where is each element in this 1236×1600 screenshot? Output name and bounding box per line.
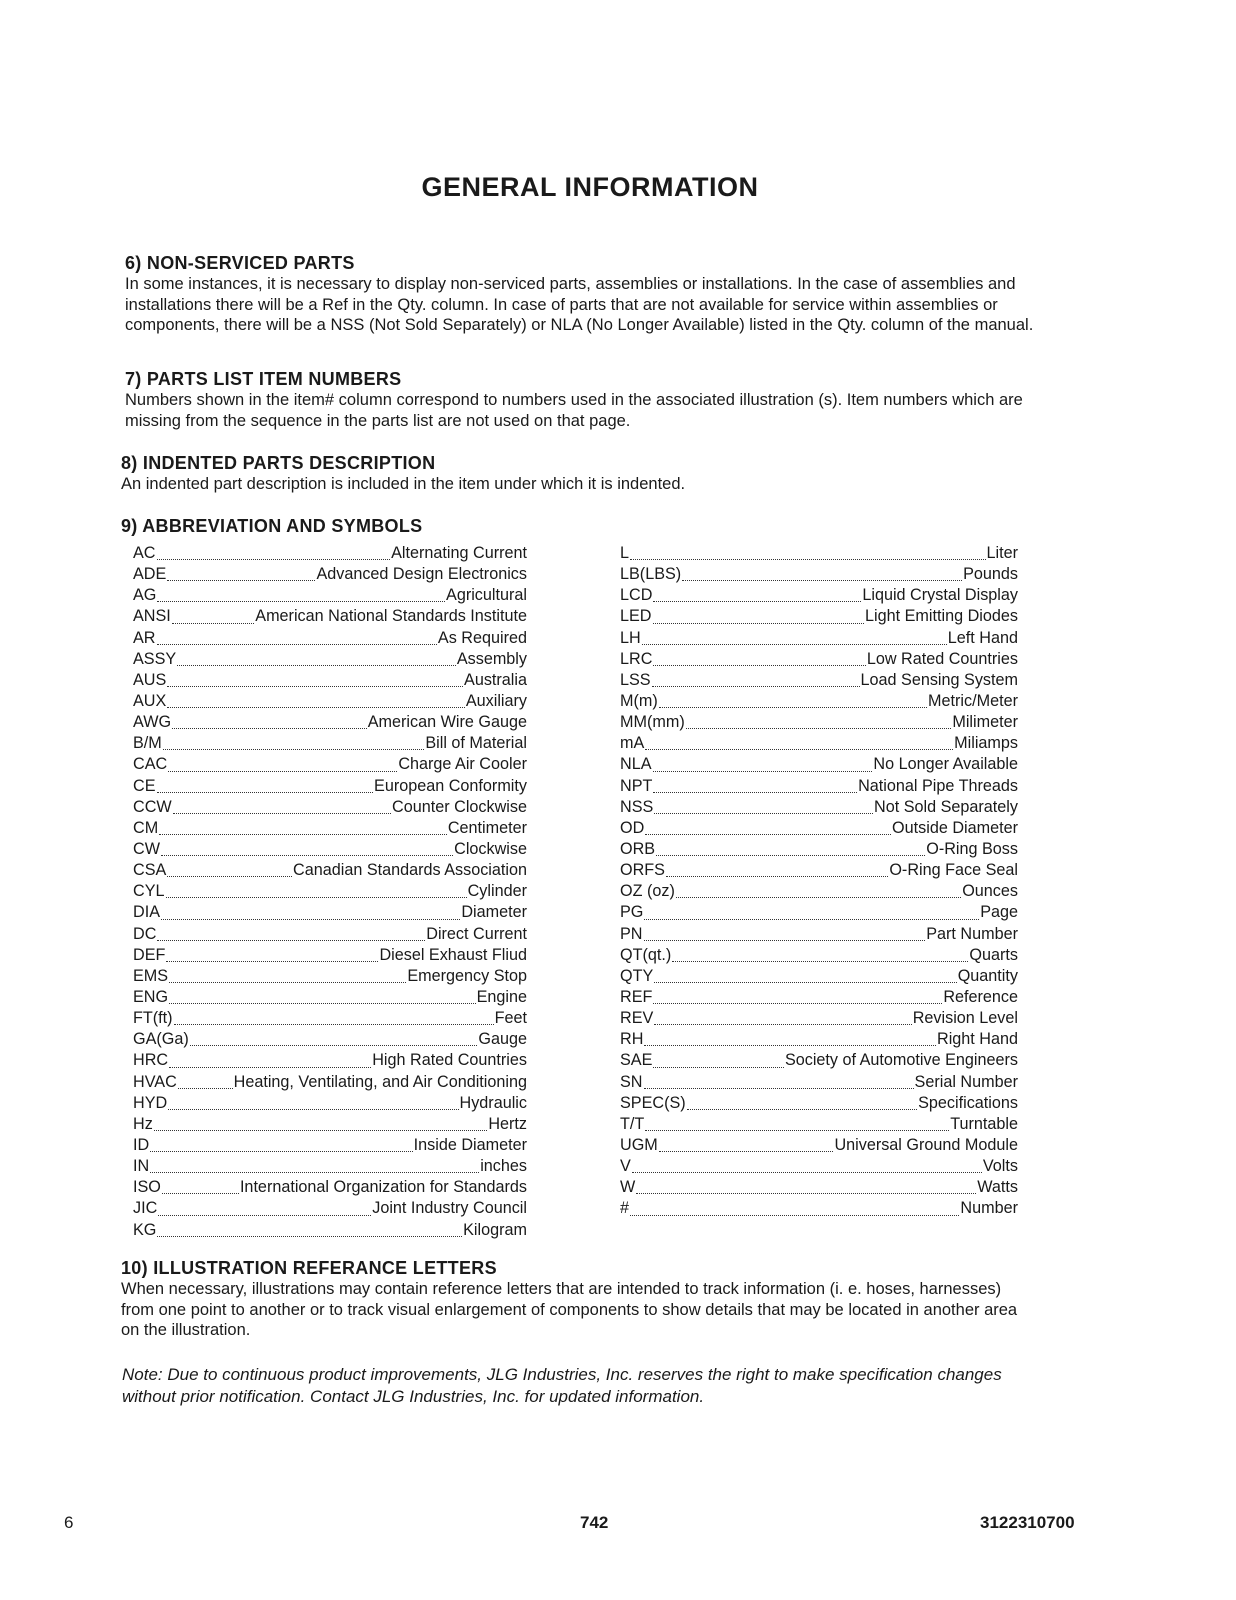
abbreviation-meaning: Not Sold Separately [874, 797, 1018, 816]
dot-leader [686, 728, 952, 729]
section-heading: 9) ABBREVIATION AND SYMBOLS [121, 516, 423, 536]
abbreviation-list-right [620, 544, 1018, 1221]
abbreviation-meaning: Pounds [963, 565, 1018, 584]
abbreviation-key: RH [620, 1030, 644, 1049]
dot-leader [150, 1172, 479, 1173]
abbreviation-key: V [620, 1157, 631, 1176]
abbreviation-meaning: Charge Air Cooler [398, 755, 527, 774]
abbreviation-key: AUS [133, 670, 167, 689]
abbreviation-meaning: Cylinder [467, 882, 527, 901]
abbreviation-key: CCW [133, 797, 172, 816]
dot-leader [642, 644, 947, 645]
page-title: GENERAL INFORMATION [421, 172, 759, 202]
abbreviation-meaning: Part Number [926, 924, 1018, 943]
abbreviation-row [133, 650, 527, 671]
abbreviation-key: REV [620, 1009, 654, 1028]
abbreviation-key: LH [620, 628, 641, 647]
abbreviation-row [620, 734, 1018, 755]
abbreviation-row [133, 861, 527, 882]
abbreviation-row [620, 1073, 1018, 1094]
dot-leader [676, 897, 961, 898]
dot-leader [157, 601, 445, 602]
abbreviation-key: ID [133, 1135, 150, 1154]
footer-page-number: 742 [580, 1513, 609, 1532]
abbreviation-key: GA(Ga) [133, 1030, 189, 1049]
abbreviation-meaning: European Conformity [374, 776, 527, 795]
abbreviation-row [133, 1051, 527, 1072]
section-illustration-reference-letters [121, 1257, 1031, 1341]
abbreviation-meaning: Kilogram [463, 1220, 527, 1239]
dot-leader [157, 644, 437, 645]
abbreviation-key: IN [133, 1157, 150, 1176]
abbreviation-meaning: Specifications [918, 1093, 1018, 1112]
abbreviation-key: HYD [133, 1093, 168, 1112]
abbreviation-meaning: Clockwise [454, 839, 527, 858]
abbreviation-key: L [620, 544, 630, 562]
abbreviation-meaning: O-Ring Face Seal [889, 861, 1018, 880]
dot-leader [157, 559, 391, 560]
abbreviation-row [620, 1009, 1018, 1030]
abbreviation-row [133, 1094, 527, 1115]
section-body: Numbers shown in the item# column correspond to numbers used in the associated illustration (s). Item numbers which are missing from the sequence in the parts list are not used on that page. [125, 391, 1023, 430]
dot-leader [636, 1193, 976, 1194]
dot-leader [157, 1236, 462, 1237]
footer-manual-number: 3122310700 [980, 1513, 1075, 1532]
abbreviation-meaning: No Longer Available [873, 755, 1018, 774]
dot-leader [653, 623, 865, 624]
abbreviation-row [133, 1178, 527, 1199]
abbreviation-row [133, 1009, 527, 1030]
abbreviation-row [620, 692, 1018, 713]
disclaimer-note: Note: Due to continuous product improvements, JLG Industries, Inc. reserves the right to make specification changes without prior notification. Contact JLG Industries, Inc. for updated information. [122, 1365, 1002, 1406]
dot-leader [169, 1003, 476, 1004]
abbreviation-row [620, 671, 1018, 692]
dot-leader [166, 897, 467, 898]
abbreviation-row [620, 650, 1018, 671]
abbreviation-key: DIA [133, 903, 160, 922]
abbreviation-meaning: As Required [437, 628, 527, 647]
abbreviation-key: Hz [133, 1114, 153, 1133]
abbreviation-row [620, 755, 1018, 776]
abbreviation-key: HRC [133, 1051, 169, 1070]
section-parts-list-item-numbers [125, 368, 1035, 431]
abbreviation-meaning: inches [480, 1157, 527, 1176]
abbreviation-meaning: Society of Automotive Engineers [784, 1051, 1018, 1070]
dot-leader [672, 961, 968, 962]
dot-leader [666, 876, 888, 877]
dot-leader [162, 1193, 239, 1194]
section-body: When necessary, illustrations may contain reference letters that are intended to track information (i. e. hoses, harnesses) from one point to another or to track visual enlargement of components to show details that may be located in another area on the illustration. [121, 1280, 1018, 1339]
section-heading: 6) NON-SERVICED PARTS [125, 253, 355, 273]
abbreviation-meaning: Universal Ground Module [834, 1135, 1018, 1154]
abbreviation-key: W [620, 1178, 636, 1197]
section-heading: 10) ILLUSTRATION REFERANCE LETTERS [121, 1258, 497, 1278]
abbreviation-row [620, 1199, 1018, 1220]
dot-leader [158, 1215, 371, 1216]
abbreviation-row [620, 1136, 1018, 1157]
abbreviation-key: ORFS [620, 861, 665, 880]
abbreviation-row [133, 565, 527, 586]
dot-leader [653, 1067, 784, 1068]
dot-leader [159, 834, 447, 835]
abbreviation-meaning: Revision Level [912, 1009, 1018, 1028]
abbreviation-meaning: Emergency Stop [407, 966, 527, 985]
abbreviation-key: UGM [620, 1135, 658, 1154]
abbreviation-row [620, 1115, 1018, 1136]
abbreviation-meaning: Advanced Design Electronics [316, 565, 527, 584]
abbreviation-key: T/T [620, 1114, 645, 1133]
abbreviation-row [133, 988, 527, 1009]
abbreviation-key: HVAC [133, 1072, 177, 1091]
abbreviation-row [133, 544, 527, 565]
section-body: In some instances, it is necessary to display non-serviced parts, assemblies or installations. In the case of assemblies and installations there will be a Ref in the Qty. column. In case of parts that are not available for service within assemblies or components, there will be a NSS (Not Sold Separately) or NLA (No Longer Available) listed in the Qty. column of the manual. [125, 275, 1034, 334]
abbreviation-meaning: Direct Current [426, 924, 527, 943]
abbreviation-row [133, 1221, 527, 1242]
abbreviation-meaning: Joint Industry Council [372, 1199, 527, 1218]
abbreviation-row [133, 1030, 527, 1051]
abbreviation-row [620, 544, 1018, 565]
abbreviation-key: ASSY [133, 649, 177, 668]
abbreviation-meaning: Auxiliary [465, 691, 527, 710]
section-heading: 8) INDENTED PARTS DESCRIPTION [121, 453, 436, 473]
abbreviation-meaning: Milimeter [952, 713, 1018, 732]
abbreviation-row [620, 798, 1018, 819]
abbreviation-meaning: Quantity [957, 966, 1018, 985]
abbreviation-row [133, 819, 527, 840]
dot-leader [167, 686, 463, 687]
abbreviation-meaning: Hydraulic [459, 1093, 527, 1112]
dot-leader [644, 1088, 914, 1089]
abbreviation-key: AG [133, 586, 157, 605]
abbreviation-row [620, 713, 1018, 734]
abbreviation-meaning: O-Ring Boss [926, 839, 1018, 858]
abbreviation-key: DC [133, 924, 157, 943]
abbreviation-meaning: Gauge [478, 1030, 527, 1049]
abbreviation-row [620, 1094, 1018, 1115]
abbreviation-key: B/M [133, 734, 162, 753]
abbreviation-row [620, 861, 1018, 882]
abbreviation-meaning: Counter Clockwise [392, 797, 527, 816]
abbreviation-key: NSS [620, 797, 654, 816]
abbreviation-meaning: Liter [986, 544, 1018, 562]
dot-leader [167, 580, 315, 581]
abbreviation-meaning: International Organization for Standards [239, 1178, 527, 1197]
abbreviation-row [620, 967, 1018, 988]
abbreviation-key: LB(LBS) [620, 565, 682, 584]
dot-leader [659, 1151, 834, 1152]
abbreviation-key: CW [133, 839, 160, 858]
abbreviation-key: SPEC(S) [620, 1093, 686, 1112]
abbreviation-key: LSS [620, 670, 651, 689]
dot-leader [190, 1045, 478, 1046]
footer-section-number: 6 [64, 1513, 74, 1532]
dot-leader [653, 771, 873, 772]
abbreviation-meaning: Hertz [488, 1114, 527, 1133]
abbreviation-meaning: Australia [464, 670, 527, 689]
abbreviation-row [133, 903, 527, 924]
abbreviation-list-left [133, 544, 527, 1242]
abbreviation-row [133, 586, 527, 607]
abbreviation-row [133, 671, 527, 692]
abbreviation-row [620, 903, 1018, 924]
abbreviation-key: CYL [133, 882, 165, 901]
abbreviation-row [133, 755, 527, 776]
dot-leader [653, 665, 865, 666]
abbreviation-row [620, 840, 1018, 861]
section-heading: 7) PARTS LIST ITEM NUMBERS [125, 369, 402, 389]
abbreviation-key: MM(mm) [620, 713, 685, 732]
section-abbreviations [121, 515, 1031, 537]
dot-leader [174, 1024, 494, 1025]
abbreviation-key: mA [620, 734, 645, 753]
abbreviation-row [133, 713, 527, 734]
abbreviation-key: PG [620, 903, 644, 922]
abbreviation-key: REF [620, 987, 653, 1006]
dot-leader [178, 1088, 233, 1089]
dot-leader [157, 940, 425, 941]
abbreviation-key: ENG [133, 987, 169, 1006]
abbreviation-meaning: Feet [494, 1009, 527, 1028]
section-indented-parts-description [121, 452, 1031, 495]
abbreviation-key: CAC [133, 755, 168, 774]
abbreviation-row [133, 1157, 527, 1178]
dot-leader [687, 1109, 917, 1110]
abbreviation-key: LRC [620, 649, 653, 668]
dot-leader [654, 1024, 911, 1025]
dot-leader [168, 1109, 458, 1110]
abbreviation-row [620, 586, 1018, 607]
abbreviation-meaning: Heating, Ventilating, and Air Conditioning [233, 1072, 527, 1091]
abbreviation-meaning: American Wire Gauge [367, 713, 527, 732]
dot-leader [150, 1151, 412, 1152]
abbreviation-key: CSA [133, 861, 167, 880]
abbreviation-row [620, 819, 1018, 840]
dot-leader [173, 813, 391, 814]
abbreviation-row [133, 840, 527, 861]
abbreviation-meaning: Diameter [461, 903, 527, 922]
dot-leader [157, 792, 374, 793]
abbreviation-meaning: Canadian Standards Association [293, 861, 527, 880]
dot-leader [167, 707, 465, 708]
section-body: An indented part description is included in the item under which it is indented. [121, 475, 686, 493]
dot-leader [653, 792, 857, 793]
dot-leader [656, 855, 925, 856]
abbreviation-key: LED [620, 607, 652, 626]
abbreviation-row [133, 777, 527, 798]
abbreviation-meaning: Light Emitting Diodes [865, 607, 1018, 626]
dot-leader [659, 707, 927, 708]
abbreviation-key: NPT [620, 776, 653, 795]
abbreviation-row [133, 734, 527, 755]
abbreviation-meaning: Diesel Exhaust Fliud [379, 945, 527, 964]
abbreviation-meaning: Page [980, 903, 1018, 922]
abbreviation-meaning: Metric/Meter [928, 691, 1018, 710]
dot-leader [645, 834, 891, 835]
abbreviation-meaning: Right Hand [937, 1030, 1018, 1049]
abbreviation-row [133, 1199, 527, 1220]
abbreviation-key: ORB [620, 839, 656, 858]
abbreviation-meaning: Outside Diameter [892, 818, 1018, 837]
dot-leader [630, 1215, 959, 1216]
abbreviation-key: SAE [620, 1051, 653, 1070]
dot-leader [167, 876, 292, 877]
abbreviation-meaning: Turntable [950, 1114, 1018, 1133]
abbreviation-meaning: Volts [982, 1157, 1018, 1176]
abbreviation-meaning: Number [960, 1199, 1018, 1218]
dot-leader [645, 1130, 949, 1131]
abbreviation-meaning: Reference [943, 987, 1018, 1006]
abbreviation-meaning: National Pipe Threads [858, 776, 1018, 795]
abbreviation-key: AC [133, 544, 156, 562]
dot-leader [154, 1130, 488, 1131]
abbreviation-key: LCD [620, 586, 653, 605]
dot-leader [169, 1067, 371, 1068]
abbreviation-row [620, 565, 1018, 586]
dot-leader [168, 771, 397, 772]
abbreviation-key: AR [133, 628, 156, 647]
dot-leader [652, 686, 860, 687]
abbreviation-meaning: Left Hand [947, 628, 1018, 647]
abbreviation-row [620, 882, 1018, 903]
abbreviation-key: ANSI [133, 607, 171, 626]
abbreviation-meaning: High Rated Countries [372, 1051, 527, 1070]
abbreviation-row [133, 692, 527, 713]
dot-leader [654, 813, 873, 814]
dot-leader [644, 1045, 936, 1046]
dot-leader [645, 749, 953, 750]
abbreviation-row [133, 882, 527, 903]
abbreviation-meaning: Agricultural [446, 586, 527, 605]
abbreviation-meaning: Low Rated Countries [866, 649, 1018, 668]
abbreviation-meaning: Centimeter [447, 818, 527, 837]
abbreviation-row [620, 946, 1018, 967]
abbreviation-row [133, 1115, 527, 1136]
abbreviation-key: KG [133, 1220, 157, 1239]
section-non-serviced-parts [125, 252, 1035, 336]
abbreviation-meaning: Serial Number [914, 1072, 1018, 1091]
dot-leader [653, 1003, 942, 1004]
abbreviation-key: PN [620, 924, 643, 943]
abbreviation-key: M(m) [620, 691, 658, 710]
abbreviation-meaning: Bill of Material [425, 734, 527, 753]
abbreviation-meaning: Load Sensing System [860, 670, 1018, 689]
dot-leader [682, 580, 962, 581]
abbreviation-row [133, 1136, 527, 1157]
abbreviation-meaning: Assembly [456, 649, 527, 668]
dot-leader [172, 728, 367, 729]
abbreviation-row [133, 967, 527, 988]
abbreviation-key: OZ (oz) [620, 882, 675, 901]
abbreviation-row [133, 1073, 527, 1094]
abbreviation-key: ADE [133, 565, 167, 584]
abbreviation-key: # [620, 1199, 630, 1218]
abbreviation-key: ISO [133, 1178, 161, 1197]
abbreviation-key: SN [620, 1072, 643, 1091]
abbreviation-row [133, 946, 527, 967]
abbreviation-key: DEF [133, 945, 166, 964]
abbreviation-meaning: Quarts [969, 945, 1018, 964]
abbreviation-key: NLA [620, 755, 652, 774]
abbreviation-row [133, 925, 527, 946]
abbreviation-row [620, 988, 1018, 1009]
abbreviation-row [620, 925, 1018, 946]
dot-leader [172, 623, 254, 624]
dot-leader [161, 919, 460, 920]
abbreviation-key: AWG [133, 713, 172, 732]
abbreviation-row [620, 629, 1018, 650]
dot-leader [166, 961, 378, 962]
abbreviation-meaning: Engine [476, 987, 527, 1006]
abbreviation-meaning: Ounces [962, 882, 1018, 901]
dot-leader [163, 749, 425, 750]
abbreviation-row [620, 1157, 1018, 1178]
abbreviation-row [133, 607, 527, 628]
abbreviation-key: CM [133, 818, 159, 837]
dot-leader [169, 982, 406, 983]
abbreviation-key: QT(qt.) [620, 945, 672, 964]
dot-leader [654, 982, 956, 983]
abbreviation-key: EMS [133, 966, 169, 985]
abbreviation-row [620, 777, 1018, 798]
dot-leader [644, 940, 926, 941]
abbreviation-row [620, 1051, 1018, 1072]
abbreviation-meaning: American National Standards Institute [255, 607, 527, 626]
abbreviation-key: OD [620, 818, 645, 837]
abbreviation-row [620, 1030, 1018, 1051]
abbreviation-row [620, 607, 1018, 628]
abbreviation-row [133, 798, 527, 819]
abbreviation-row [620, 1178, 1018, 1199]
abbreviation-key: JIC [133, 1199, 158, 1218]
abbreviation-key: QTY [620, 966, 654, 985]
abbreviation-row [133, 629, 527, 650]
abbreviation-meaning: Alternating Current [391, 544, 527, 562]
abbreviation-key: AUX [133, 691, 167, 710]
abbreviation-key: FT(ft) [133, 1009, 173, 1028]
abbreviation-key: CE [133, 776, 156, 795]
dot-leader [630, 559, 985, 560]
abbreviation-meaning: Liquid Crystal Display [862, 586, 1018, 605]
dot-leader [632, 1172, 982, 1173]
dot-leader [161, 855, 453, 856]
dot-leader [644, 919, 979, 920]
dot-leader [653, 601, 861, 602]
abbreviation-meaning: Miliamps [954, 734, 1018, 753]
abbreviation-meaning: Watts [977, 1178, 1018, 1197]
abbreviation-meaning: Inside Diameter [413, 1135, 527, 1154]
dot-leader [177, 665, 456, 666]
